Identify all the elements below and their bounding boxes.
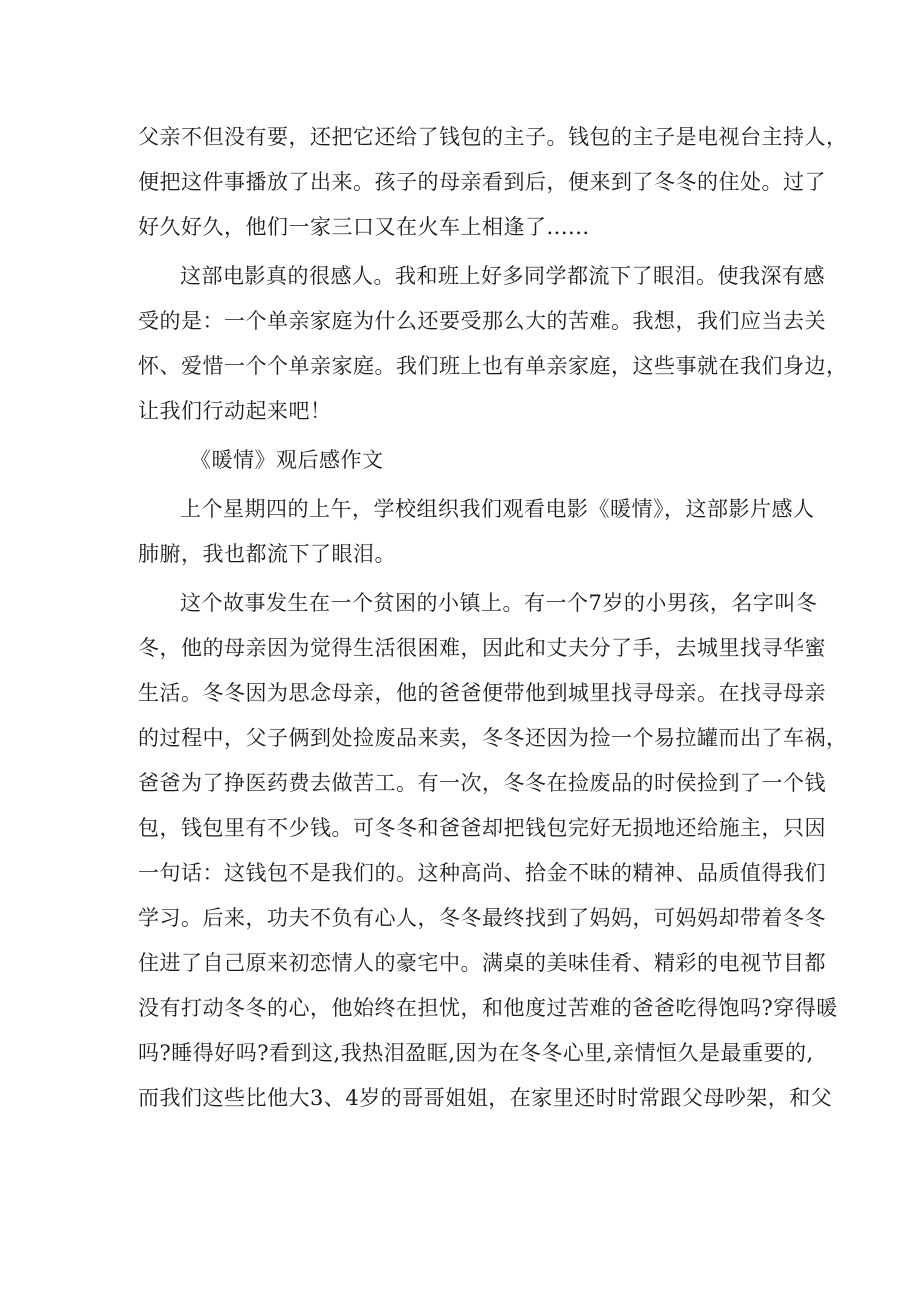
text-line: 住进了自己原来初恋情人的豪宅中。满桌的美味佳肴、精彩的电视节目都 bbox=[138, 951, 826, 975]
text-line: 一句话：这钱包不是我们的。这种高尚、拾金不昧的精神、品质值得我们 bbox=[138, 861, 826, 885]
section-title bbox=[138, 438, 810, 483]
text-line: 爸爸为了挣医药费去做苦工。有一次，冬冬在捡废品的时侯捡到了一个钱 bbox=[138, 771, 826, 795]
text-line: 这部电影真的很感人。我和班上好多同学都流下了眼泪。使我深有感 bbox=[180, 264, 825, 288]
text-line: 肺腑，我也都流下了眼泪。 bbox=[138, 542, 396, 566]
text-line: 生活。冬冬因为思念母亲，他的爸爸便带他到城里找寻母亲。在找寻母亲 bbox=[138, 681, 826, 705]
paragraph-1 bbox=[138, 115, 848, 250]
text-line: 而我们这些比他大3、4岁的哥哥姐姐，在家里还时时常跟父母吵架，和父 bbox=[138, 1086, 833, 1110]
document-body bbox=[138, 115, 848, 1121]
text-line: 好久好久，他们一家三口又在火车上相逢了...... bbox=[138, 215, 590, 239]
text-line: 怀、爱惜一个个单亲家庭。我们班上也有单亲家庭，这些事就在我们身边， bbox=[138, 354, 848, 378]
text-line: 这个故事发生在一个贫困的小镇上。有一个7岁的小男孩，名字叫冬 bbox=[180, 591, 818, 615]
text-line: 受的是：一个单亲家庭为什么还要受那么大的苦难。我想，我们应当去关 bbox=[138, 309, 826, 333]
text-line: 父亲不但没有要，还把它还给了钱包的主子。钱包的主子是电视台主持人， bbox=[138, 125, 848, 149]
paragraph-4 bbox=[138, 581, 848, 1121]
text-line: 学习。后来，功夫不负有心人，冬冬最终找到了妈妈，可妈妈却带着冬冬 bbox=[138, 906, 826, 930]
text-line: 让我们行动起来吧！ bbox=[138, 399, 332, 423]
text-line: 便把这件事播放了出来。孩子的母亲看到后，便来到了冬冬的住处。过了 bbox=[138, 170, 826, 194]
text-line: 吗?睡得好吗?看到这,我热泪盈眶,因为在冬冬心里,亲情恒久是最重要的, bbox=[138, 1041, 814, 1065]
text-line: 包，钱包里有不少钱。可冬冬和爸爸却把钱包完好无损地还给施主，只因 bbox=[138, 816, 826, 840]
text-line: 没有打动冬冬的心，他始终在担忧，和他度过苦难的爸爸吃得饱吗?穿得暖 bbox=[138, 996, 838, 1020]
text-line: 冬，他的母亲因为觉得生活很困难，因此和丈夫分了手，去城里找寻华蜜 bbox=[138, 636, 826, 660]
paragraph-3 bbox=[138, 487, 815, 577]
paragraph-2 bbox=[138, 254, 848, 434]
article-title: 《暖情》观后感作文 bbox=[190, 448, 384, 472]
text-line: 的过程中，父子俩到处捡废品来卖，冬冬还因为捡一个易拉罐而出了车祸， bbox=[138, 726, 848, 750]
text-line: 上个星期四的上午，学校组织我们观看电影《暖情》，这部影片感人 bbox=[180, 497, 815, 521]
